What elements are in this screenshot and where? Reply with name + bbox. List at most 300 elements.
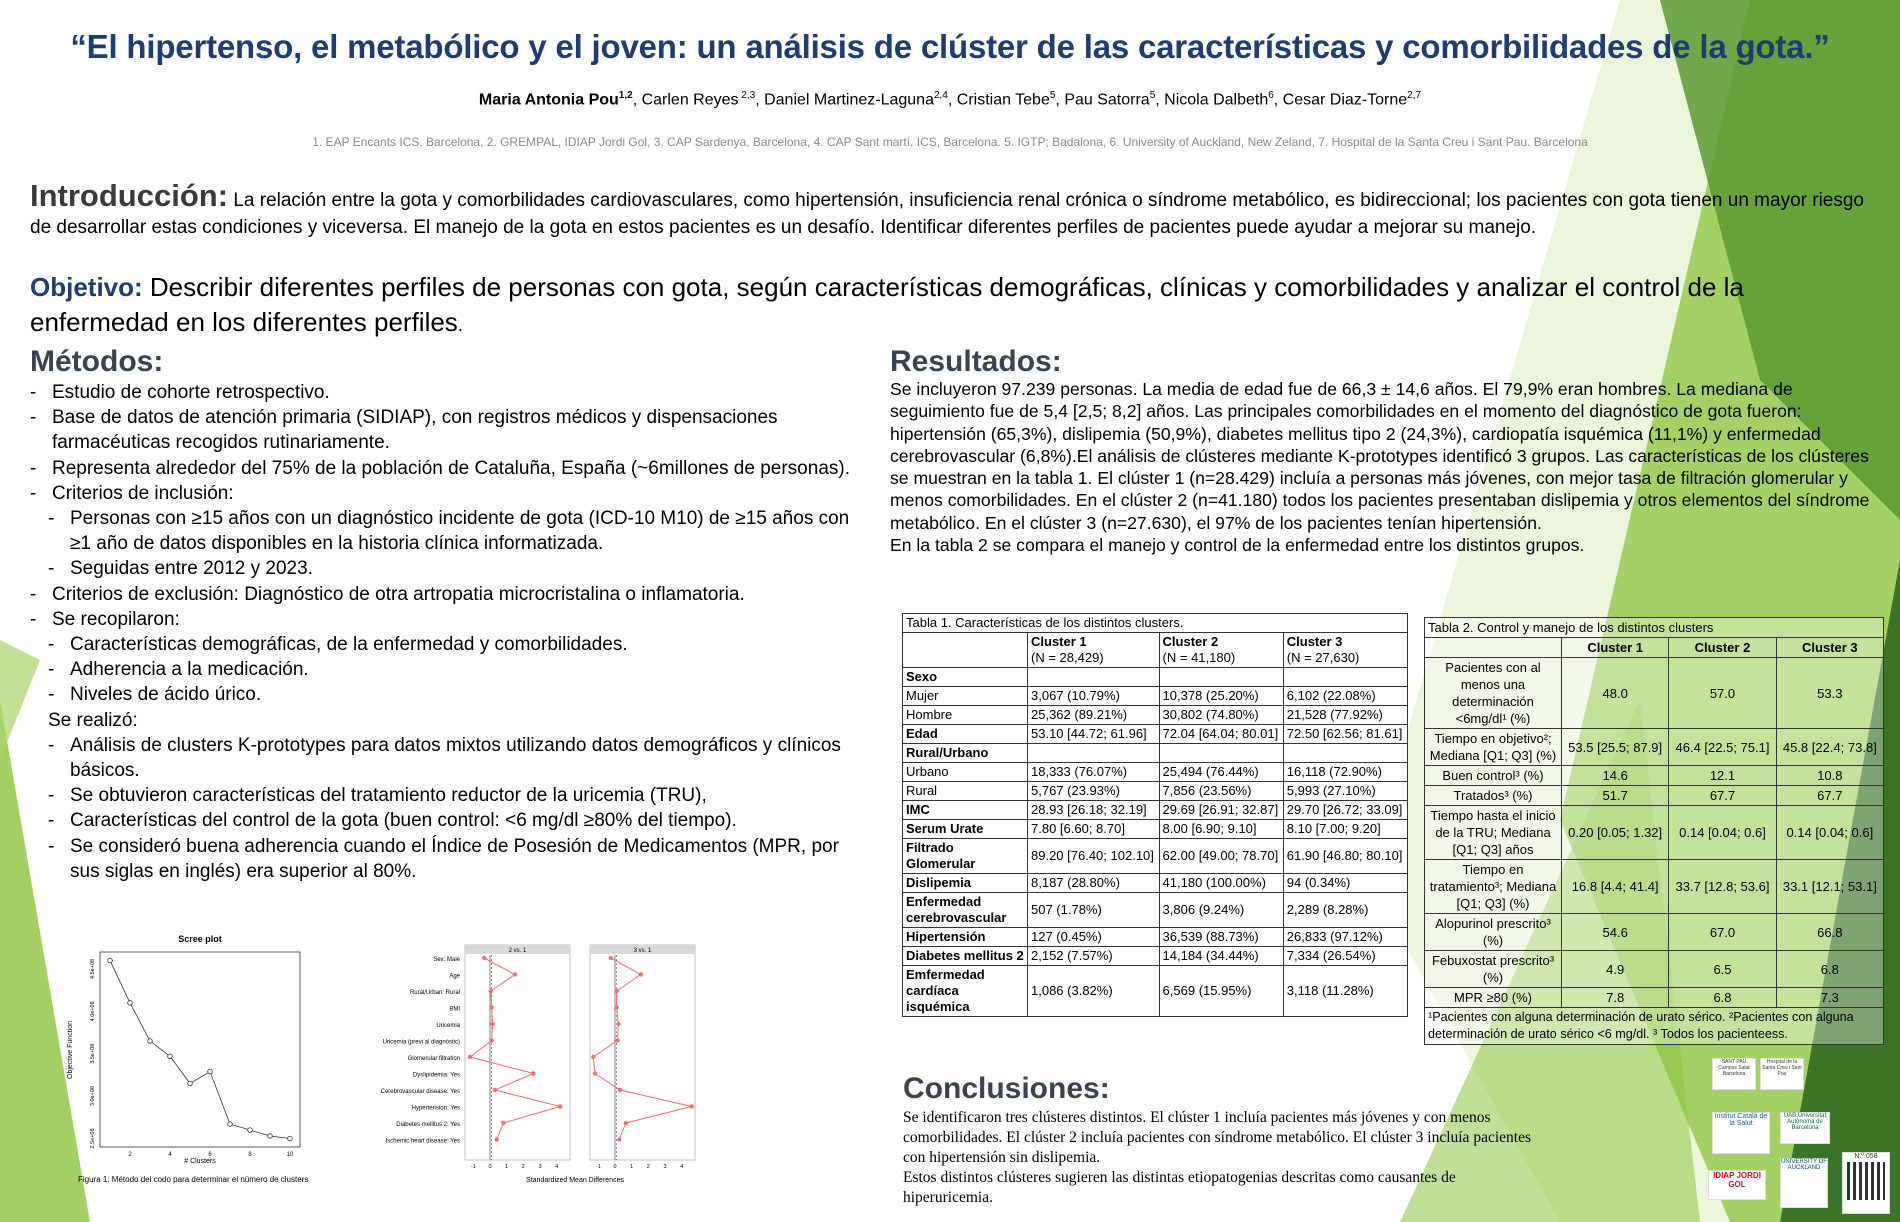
table-cell: 1,086 (3.82%) — [1028, 966, 1160, 1017]
smd-x-tick: 4 — [555, 1164, 559, 1170]
table-row-label: IMC — [903, 801, 1028, 820]
logo-idiap: IDIAP JORDI GOL — [1708, 1170, 1766, 1200]
scree-plot-title: Scree plot — [178, 934, 222, 944]
methods-item — [30, 708, 870, 733]
table-row — [1425, 786, 1884, 806]
table-cell: 36,539 (88.73%) — [1159, 928, 1283, 947]
table-cell: 30,802 (74.80%) — [1159, 706, 1283, 725]
scree-point — [208, 1069, 213, 1074]
table-2-header-cell: Cluster 3 — [1776, 638, 1883, 658]
table-cell: 16,118 (72.90%) — [1283, 763, 1407, 782]
bullet-dash: - — [48, 734, 55, 756]
table-cell: 0.14 [0.04; 0.6] — [1669, 806, 1776, 860]
affiliations: 1. EAP Encants ICS, Barcelona, 2. GREMPAL, IDIAP Jordi Gol, 3. CAP Sardenya, Barcelona, 4. CAP Sant martí, ICS, Barcelona. 5. IGTP; Badalona, 6. University of Auckland, New Zeland, 7. Hospital de la Santa Creu i Sant Pau. Barcelona — [312, 135, 1588, 149]
table-1-header-cell — [1028, 633, 1160, 668]
table-row — [1425, 914, 1884, 951]
methods-item-text: Características demográficas, de la enfermedad y comorbilidades. — [70, 634, 628, 656]
table-cell: 6,102 (22.08%) — [1283, 687, 1407, 706]
methods-item — [30, 657, 870, 682]
author-name: Carlen Reyes — [641, 91, 739, 109]
table-row-label: Urbano — [903, 763, 1028, 782]
table-row — [903, 763, 1408, 782]
table-cell: 8.10 [7.00; 9.20] — [1283, 820, 1407, 839]
table-cell: 3,067 (10.79%) — [1028, 687, 1160, 706]
scree-line — [110, 960, 290, 1138]
table-row-label: Mujer — [903, 687, 1028, 706]
table-cell: 29.69 [26.91; 32.87] — [1159, 801, 1283, 820]
methods-item — [30, 556, 870, 581]
smd-category-label: Uricemia (previ al diagnòstic) — [382, 1039, 460, 1046]
table-cell — [1028, 744, 1160, 763]
table-row-label: Buen control³ (%) — [1425, 766, 1562, 786]
smd-point — [490, 1022, 494, 1026]
table-cell: 67.7 — [1669, 786, 1776, 806]
table-row-label: Dislipemia — [903, 874, 1028, 893]
bullet-dash: - — [48, 835, 55, 857]
cluster-n: (N = 27,630) — [1286, 650, 1360, 665]
bullet-dash: - — [30, 407, 37, 429]
objective-section — [30, 270, 1880, 343]
smd-x-tick: 1 — [630, 1164, 634, 1170]
table-row — [1425, 658, 1884, 729]
smd-x-tick: 1 — [505, 1164, 509, 1170]
methods-item-text: Criterios de exclusión: Diagnóstico de otra artropatia microcristalina o inflamatoria. — [52, 583, 745, 605]
table-cell: 7,334 (26.54%) — [1283, 947, 1407, 966]
methods-item-text: Base de datos de atención primaria (SIDIAP), con registros médicos y dispensaciones farmacéuticas recogidos rutinariamente. — [52, 407, 778, 454]
methods-item-text: Adherencia a la medicación. — [70, 659, 309, 681]
methods-heading: Métodos: — [30, 345, 164, 378]
table-row-label: Filtrado Glomerular — [903, 839, 1028, 874]
scree-y-tick: 3.5e+08 — [90, 1043, 96, 1064]
logo-hospital: Hospital de la Santa Creu i Sant Pau — [1760, 1058, 1804, 1090]
table-row — [903, 893, 1408, 928]
table-cell: 10,378 (25.20%) — [1159, 687, 1283, 706]
cluster-n: (N = 41,180) — [1162, 650, 1236, 665]
table-cell: 57.0 — [1669, 658, 1776, 729]
table-row-label: Febuxostat prescrito³ (%) — [1425, 951, 1562, 988]
table-cell: 94 (0.34%) — [1283, 874, 1407, 893]
conclusions-heading: Conclusiones: — [903, 1072, 1110, 1105]
table-cell: 29.70 [26.72; 33.09] — [1283, 801, 1407, 820]
methods-item — [30, 733, 870, 783]
results-paragraph-2: En la tabla 2 se compara el manejo y control de la enfermedad entre los distintos grupos. — [890, 535, 1585, 556]
table-2 — [1424, 617, 1884, 1045]
smd-category-label: Cerebrovascular disease: Yes — [380, 1089, 460, 1095]
smd-point — [493, 1088, 497, 1092]
table-cell: 41,180 (100.00%) — [1159, 874, 1283, 893]
table-cell: 46.4 [22.5; 75.1] — [1669, 729, 1776, 766]
smd-point — [558, 1104, 562, 1108]
table-cell: 28.93 [26.18; 32.19] — [1028, 801, 1160, 820]
table-row-label: Tiempo hasta el inicio de la TRU; Mediana [Q1; Q3] años — [1425, 806, 1562, 860]
table-cell: 2,289 (8.28%) — [1283, 893, 1407, 928]
table-cell: 67.0 — [1669, 914, 1776, 951]
table-cell: 72.50 [62.56; 81.61] — [1283, 725, 1407, 744]
smd-point — [489, 1038, 493, 1042]
table-cell: 48.0 — [1562, 658, 1669, 729]
table-row — [1425, 860, 1884, 914]
table-cell: 54.6 — [1562, 914, 1669, 951]
table-cell — [1283, 744, 1407, 763]
methods-item — [30, 783, 870, 808]
scree-point — [268, 1134, 273, 1139]
table-cell: 5,767 (23.93%) — [1028, 782, 1160, 801]
methods-item — [30, 380, 870, 405]
objective-text: Describir diferentes perfiles de personas con gota, según características demográficas, clínicas y comorbilidades y analizar el control de la enfermedad en los diferentes perfiles — [30, 272, 1744, 337]
conclusions-paragraph-2: Estos distintos clústeres sugieren las distintas etiopatogenias descritas como causantes de hiperuricemia. — [903, 1169, 1456, 1206]
scree-point — [108, 958, 113, 963]
table-cell: 3,118 (11.28%) — [1283, 966, 1407, 1017]
smd-point — [609, 956, 613, 960]
smd-point — [614, 989, 618, 993]
table-cell: 2,152 (7.57%) — [1028, 947, 1160, 966]
table-cell: 21,528 (77.92%) — [1283, 706, 1407, 725]
logo-uab: UAB Universitat Autònoma de Barcelona — [1780, 1112, 1830, 1144]
table-cell: 6,569 (15.95%) — [1159, 966, 1283, 1017]
scree-y-tick: 2.5e+08 — [90, 1128, 96, 1149]
smd-x-tick: 0 — [488, 1164, 492, 1170]
table-2-header-cell: Cluster 1 — [1562, 638, 1669, 658]
methods-item — [30, 682, 870, 707]
author-name: Maria Antonia Pou — [478, 91, 619, 109]
bullet-dash: - — [48, 684, 55, 706]
scree-y-tick: 4.0e+08 — [90, 1001, 96, 1022]
table-cell: 53.3 — [1776, 658, 1883, 729]
table-1 — [902, 613, 1408, 1017]
scree-point — [168, 1054, 173, 1059]
scree-plot-ylabel: Objective Function — [67, 1021, 74, 1079]
table-cell: 61.90 [46.80; 80.10] — [1283, 839, 1407, 874]
smd-category-label: Age — [449, 973, 460, 980]
scree-x-tick: 6 — [208, 1152, 212, 1158]
table-1-header-cell — [1159, 633, 1283, 668]
table-cell: 33.7 [12.8; 53.6] — [1669, 860, 1776, 914]
logo-santpau: SANT PAU Campus Salut Barcelona — [1712, 1058, 1756, 1090]
bullet-dash: - — [48, 659, 55, 681]
smd-point — [593, 1071, 597, 1075]
table-cell: 33.1 [12.1; 53.1] — [1776, 860, 1883, 914]
table-cell: 14.6 — [1562, 766, 1669, 786]
table-1-header-row — [903, 633, 1408, 668]
methods-item — [30, 506, 870, 556]
bullet-dash: - — [48, 785, 55, 807]
table-row — [903, 928, 1408, 947]
table-2-caption: Tabla 2. Control y manejo de los distintos clusters — [1425, 618, 1884, 638]
author-affiliation-number: 1,2 — [618, 90, 633, 101]
bullet-dash: - — [48, 634, 55, 656]
table-row-label: Tratados³ (%) — [1425, 786, 1562, 806]
results-text — [890, 378, 1875, 556]
smd-point — [614, 1005, 618, 1009]
figure-caption: Figura 1: Método del codo para determinar el número de clusters — [78, 1175, 309, 1184]
smd-panel — [590, 945, 695, 1160]
methods-item-text: Representa alrededor del 75% de la población de Cataluña, España (~6millones de personas). — [52, 457, 850, 479]
author-affiliation-number: 2,7 — [1407, 90, 1422, 101]
methods-item — [30, 582, 870, 607]
logo-auckland: UNIVERSITY OF AUCKLAND — [1780, 1158, 1828, 1208]
table-cell — [1159, 668, 1283, 687]
smd-point — [489, 989, 493, 993]
smd-panel — [465, 945, 570, 1160]
qr-code — [1842, 1152, 1890, 1214]
table-row — [903, 706, 1408, 725]
scree-x-tick: 10 — [286, 1152, 294, 1158]
scree-x-tick: 2 — [128, 1152, 132, 1158]
table-cell: 51.7 — [1562, 786, 1669, 806]
table-cell: 0.14 [0.04; 0.6] — [1776, 806, 1883, 860]
methods-item-text: Se consideró buena adherencia cuando el Índice de Posesión de Medicamentos (MPR, por sus siglas en inglés) era superior al 80%. — [70, 835, 839, 882]
table-row-label: Hombre — [903, 706, 1028, 725]
table-row — [903, 966, 1408, 1017]
methods-item — [30, 808, 870, 833]
qr-code-icon — [1847, 1162, 1885, 1200]
objective-end: . — [457, 315, 463, 335]
table-cell: 4.9 — [1562, 951, 1669, 988]
table-cell — [1283, 668, 1407, 687]
smd-point — [501, 1121, 505, 1125]
table-cell: 507 (1.78%) — [1028, 893, 1160, 928]
table-row-label: Edad — [903, 725, 1028, 744]
scree-point — [128, 1001, 133, 1006]
conclusions-paragraph-1: Se identificaron tres clústeres distintos. El clúster 1 incluía pacientes más jóvenes y con menos comorbilidades. El clúster 2 incluía pacientes con síndrome metabólico. El clúster 3 incluía pacientes con hipertensión sin dislipemia. — [903, 1109, 1531, 1166]
table-row-label: Rural — [903, 782, 1028, 801]
table-row-label: Diabetes mellitus 2 — [903, 947, 1028, 966]
methods-list — [30, 380, 870, 884]
table-row-label: Tiempo en objetivo²; Mediana [Q1; Q3] (%) — [1425, 729, 1562, 766]
table-row-label: Hipertensión — [903, 928, 1028, 947]
smd-category-label: Sex: Male — [433, 957, 460, 963]
bullet-dash: - — [30, 583, 37, 605]
table-cell: 25,494 (76.44%) — [1159, 763, 1283, 782]
cluster-name: Cluster 3 — [1286, 634, 1343, 649]
bullet-dash: - — [48, 558, 55, 580]
methods-item-text: Seguidas entre 2012 y 2023. — [70, 558, 313, 580]
scree-x-tick: 4 — [168, 1152, 172, 1158]
table-row-label: Alopurinol prescrito³ (%) — [1425, 914, 1562, 951]
table-row — [903, 820, 1408, 839]
methods-item-text: Se obtuvieron características del tratamiento reductor de la uricemia (TRU), — [70, 785, 707, 807]
table-row — [1425, 988, 1884, 1008]
methods-item-text: Niveles de ácido úrico. — [70, 684, 262, 706]
smd-point — [591, 1055, 595, 1059]
table-row-label: Enfermedad cerebrovascular — [903, 893, 1028, 928]
introduction-section — [30, 178, 1865, 241]
smd-category-label: Dyslipidemia: Yes — [412, 1072, 460, 1079]
author-affiliation-number: 6 — [1268, 90, 1274, 101]
table-2-footnote: ¹Pacientes con alguna determinación de urato sérico. ²Pacientes con alguna determinación de urato sérico <6 mg/dl. ³ Todos los pacienteess. — [1425, 1008, 1884, 1045]
table-cell: 66.8 — [1776, 914, 1883, 951]
table-row-label: Tiempo en tratamiento³; Mediana [Q1; Q3] (%) — [1425, 860, 1562, 914]
table-cell: 12.1 — [1669, 766, 1776, 786]
smd-point — [482, 956, 486, 960]
table-cell — [1159, 744, 1283, 763]
bullet-dash: - — [30, 382, 37, 403]
methods-item-text: Personas con ≥15 años con un diagnóstico incidente de gota (ICD-10 M10) de ≥15 años con ≥1 año de datos disponibles en la historia clínica informatizada. — [70, 508, 850, 555]
table-row — [1425, 729, 1884, 766]
scree-point — [248, 1128, 253, 1133]
methods-item-text: Se recopilaron: — [52, 608, 180, 630]
smd-point — [624, 1121, 628, 1125]
scree-point — [148, 1039, 153, 1044]
results-heading: Resultados: — [890, 345, 1062, 378]
smd-category-label: Glomerular filtration — [407, 1056, 460, 1062]
cluster-name: Cluster 1 — [1031, 634, 1087, 649]
table-row — [1425, 951, 1884, 988]
author-affiliation-number: 2,4 — [933, 90, 948, 101]
smd-xlabel: Standardized Mean Differences — [526, 1177, 624, 1184]
table-cell — [1028, 668, 1160, 687]
table-cell: 18,333 (76.07%) — [1028, 763, 1160, 782]
smd-x-tick: 2 — [521, 1164, 525, 1170]
author-name: Nicola Dalbeth — [1164, 91, 1269, 109]
author-name: Pau Satorra — [1064, 91, 1150, 109]
smd-point — [494, 1137, 498, 1141]
author-affiliation-number: 5 — [1149, 90, 1156, 101]
smd-x-tick: 2 — [646, 1164, 650, 1170]
smd-category-label: Ischemic heart disease: Yes — [385, 1138, 460, 1145]
logo-ics: Institut Català de la Salut — [1712, 1112, 1770, 1154]
smd-category-label: BMI — [449, 1006, 460, 1013]
table-2-header-row — [1425, 638, 1884, 658]
author-affiliation-number: 2,3 — [738, 90, 756, 101]
smd-point — [616, 1022, 620, 1026]
smd-point — [618, 1088, 622, 1092]
smd-category-label: Hypertension: Yes — [411, 1105, 460, 1112]
smd-point — [513, 972, 517, 976]
author-name: Cesar Diaz-Torne — [1282, 91, 1408, 109]
methods-item — [30, 481, 870, 506]
author-affiliation-number: 5 — [1049, 90, 1056, 101]
smd-x-tick: -1 — [595, 1164, 601, 1170]
table-cell: 72.04 [64.04; 80.01] — [1159, 725, 1283, 744]
introduction-heading: Introducción: — [30, 178, 229, 213]
table-cell: 8,187 (28.80%) — [1028, 874, 1160, 893]
author-list: Maria Antonia Pou$^{1,2}$, Carlen Reyes $^{2,3}$, Daniel Martinez-Laguna$^{2,4}$, Cristian Tebe$^5$, Pau Satorra$^5$, Nicola Dalbeth$^6$, Cesar Diaz-Torne$^{2,7}$ — [478, 90, 1422, 109]
table-row-label: Sexo — [903, 668, 1028, 687]
bullet-dash: - — [30, 608, 37, 630]
scree-point — [188, 1081, 193, 1086]
table-row — [1425, 806, 1884, 860]
methods-item-text: Se realizó: — [48, 709, 138, 731]
table-cell: 62.00 [49.00; 78.70] — [1159, 839, 1283, 874]
scree-plot-xlabel: # Clusters — [184, 1158, 216, 1165]
cluster-n: (N = 28,429) — [1031, 650, 1104, 665]
smd-point — [531, 1071, 535, 1075]
scree-y-tick: 3.0e+08 — [90, 1086, 96, 1107]
smd-category-label: Rural/Urban: Rural — [409, 990, 460, 996]
table-1-header-cell — [1283, 633, 1407, 668]
introduction-text: La relación entre la gota y comorbilidades cardiovasculares, como hipertensión, insuficiencia renal crónica o síndrome metabólico, es bidireccional; los pacientes con gota tienen un mayor riesgo de desarrollar estas condiciones y viceversa. El manejo de la gota en estos pacientes es un desafío. Identificar diferentes perfiles de pacientes puede ayudar a mejorar su manejo. — [30, 190, 1864, 238]
methods-item-text: Criterios de inclusión: — [52, 482, 234, 504]
table-cell: 26,833 (97.12%) — [1283, 928, 1407, 947]
table-row-label: Serum Urate — [903, 820, 1028, 839]
table-row-label: Pacientes con al menos una determinación <6mg/dl¹ (%) — [1425, 658, 1562, 729]
table-row — [903, 725, 1408, 744]
table-row — [903, 801, 1408, 820]
table-cell: 53.10 [44.72; 61.96] — [1028, 725, 1160, 744]
methods-item-text: Análisis de clusters K-prototypes para datos mixtos utilizando datos demográficos y clínicos básicos. — [70, 734, 841, 782]
results-paragraph: Se incluyeron 97.239 personas. La media de edad fue de 66,3 ± 14,6 años. El 79,9% eran hombres. La mediana de seguimiento fue de 5,4 [2,5; 8,2] años. Las principales comorbilidades en el momento del diagnóstico de gota fueron: hipertensión (65,3%), dislipemia (50,9%), diabetes mellitus tipo 2 (24,3%), cardiopatía isquémica (11,1%) y enfermedad cerebrovascular (6,8%).El análisis de clústeres mediante K-prototypes identificó 3 grupos. Las características de los clústeres se muestran en la tabla 1. El clúster 1 (n=28.429) incluía a personas más jóvenes, con mejor tasa de filtración glomerular y menos comorbilidades. En el clúster 2 (n=41.180) todos los pacientes presentaban dislipemia y otros elementos del síndrome metabólico. En el clúster 3 (n=27.630), el 97% de los pacientes tenían hipertensión. — [890, 379, 1870, 533]
methods-item — [30, 834, 870, 884]
table-row — [903, 782, 1408, 801]
methods-item — [30, 456, 870, 481]
table-2-header-cell: Cluster 2 — [1669, 638, 1776, 658]
table-row-label: Rural/Urbano — [903, 744, 1028, 763]
table-cell: 5,993 (27.10%) — [1283, 782, 1407, 801]
bullet-dash: - — [30, 482, 37, 504]
methods-item — [30, 632, 870, 657]
poster-number: N.º 058 — [1854, 1153, 1878, 1160]
table-cell: 7.3 — [1776, 988, 1883, 1008]
methods-item-text: Características del control de la gota (buen control: <6 mg/dl ≥80% del tiempo). — [70, 810, 737, 832]
table-row — [1425, 766, 1884, 786]
poster-title: “El hipertenso, el metabólico y el joven: un análisis de clúster de las características y comorbilidades de la gota.” — [70, 28, 1830, 65]
bullet-dash: - — [48, 810, 55, 832]
smd-point — [468, 1055, 472, 1059]
figure-1 — [60, 930, 880, 1190]
table-cell: 6.8 — [1776, 951, 1883, 988]
table-cell: 10.8 — [1776, 766, 1883, 786]
scree-point — [228, 1122, 233, 1127]
smd-point — [689, 1104, 693, 1108]
table-row — [903, 744, 1408, 763]
table-cell: 6.5 — [1669, 951, 1776, 988]
table-row-label: MPR ≥80 (%) — [1425, 988, 1562, 1008]
table-cell: 16.8 [4.4; 41.4] — [1562, 860, 1669, 914]
smd-x-tick: -1 — [470, 1164, 476, 1170]
table-row — [903, 687, 1408, 706]
bullet-dash: - — [30, 457, 37, 479]
table-cell: 8.00 [6.90; 9.10] — [1159, 820, 1283, 839]
conclusions-text — [903, 1108, 1543, 1208]
author-name: Daniel Martinez-Laguna — [764, 91, 934, 109]
table-cell: 14,184 (34.44%) — [1159, 947, 1283, 966]
table-row — [903, 668, 1408, 687]
smd-category-label: Uricemia — [436, 1023, 460, 1029]
smd-x-tick: 3 — [538, 1164, 542, 1170]
table-cell: 7.8 — [1562, 988, 1669, 1008]
smd-point — [489, 1005, 493, 1009]
table-row — [903, 839, 1408, 874]
objective-heading: Objetivo: — [30, 272, 143, 302]
smd-x-tick: 4 — [680, 1164, 684, 1170]
table-cell: 7.80 [6.60; 8.70] — [1028, 820, 1160, 839]
table-cell: 45.8 [22.4; 73.8] — [1776, 729, 1883, 766]
methods-item — [30, 607, 870, 632]
smd-x-tick: 0 — [613, 1164, 617, 1170]
smd-point — [639, 972, 643, 976]
table-row — [903, 947, 1408, 966]
smd-x-tick: 3 — [663, 1164, 667, 1170]
table-cell: 89.20 [76.40; 102.10] — [1028, 839, 1160, 874]
bullet-dash: - — [48, 508, 55, 530]
scree-y-tick: 4.5e+08 — [90, 958, 96, 979]
table-1-caption: Tabla 1. Características de los distintos clusters. — [903, 614, 1408, 633]
smd-panel-title: 3 vs. 1 — [633, 948, 652, 954]
table-cell: 67.7 — [1776, 786, 1883, 806]
table-cell: 6.8 — [1669, 988, 1776, 1008]
scree-plot-frame — [100, 952, 300, 1147]
methods-item-text: Estudio de cohorte retrospectivo. — [52, 382, 330, 403]
table-cell: 25,362 (89.21%) — [1028, 706, 1160, 725]
methods-item — [30, 405, 870, 455]
smd-panel-title: 2 vs. 1 — [508, 948, 527, 954]
cluster-name: Cluster 2 — [1162, 634, 1219, 649]
table-cell: 3,806 (9.24%) — [1159, 893, 1283, 928]
table-row-label: Emfermedad cardíaca isquémica — [903, 966, 1028, 1017]
smd-point — [615, 1038, 619, 1042]
table-cell: 0.20 [0.05; 1.32] — [1562, 806, 1669, 860]
